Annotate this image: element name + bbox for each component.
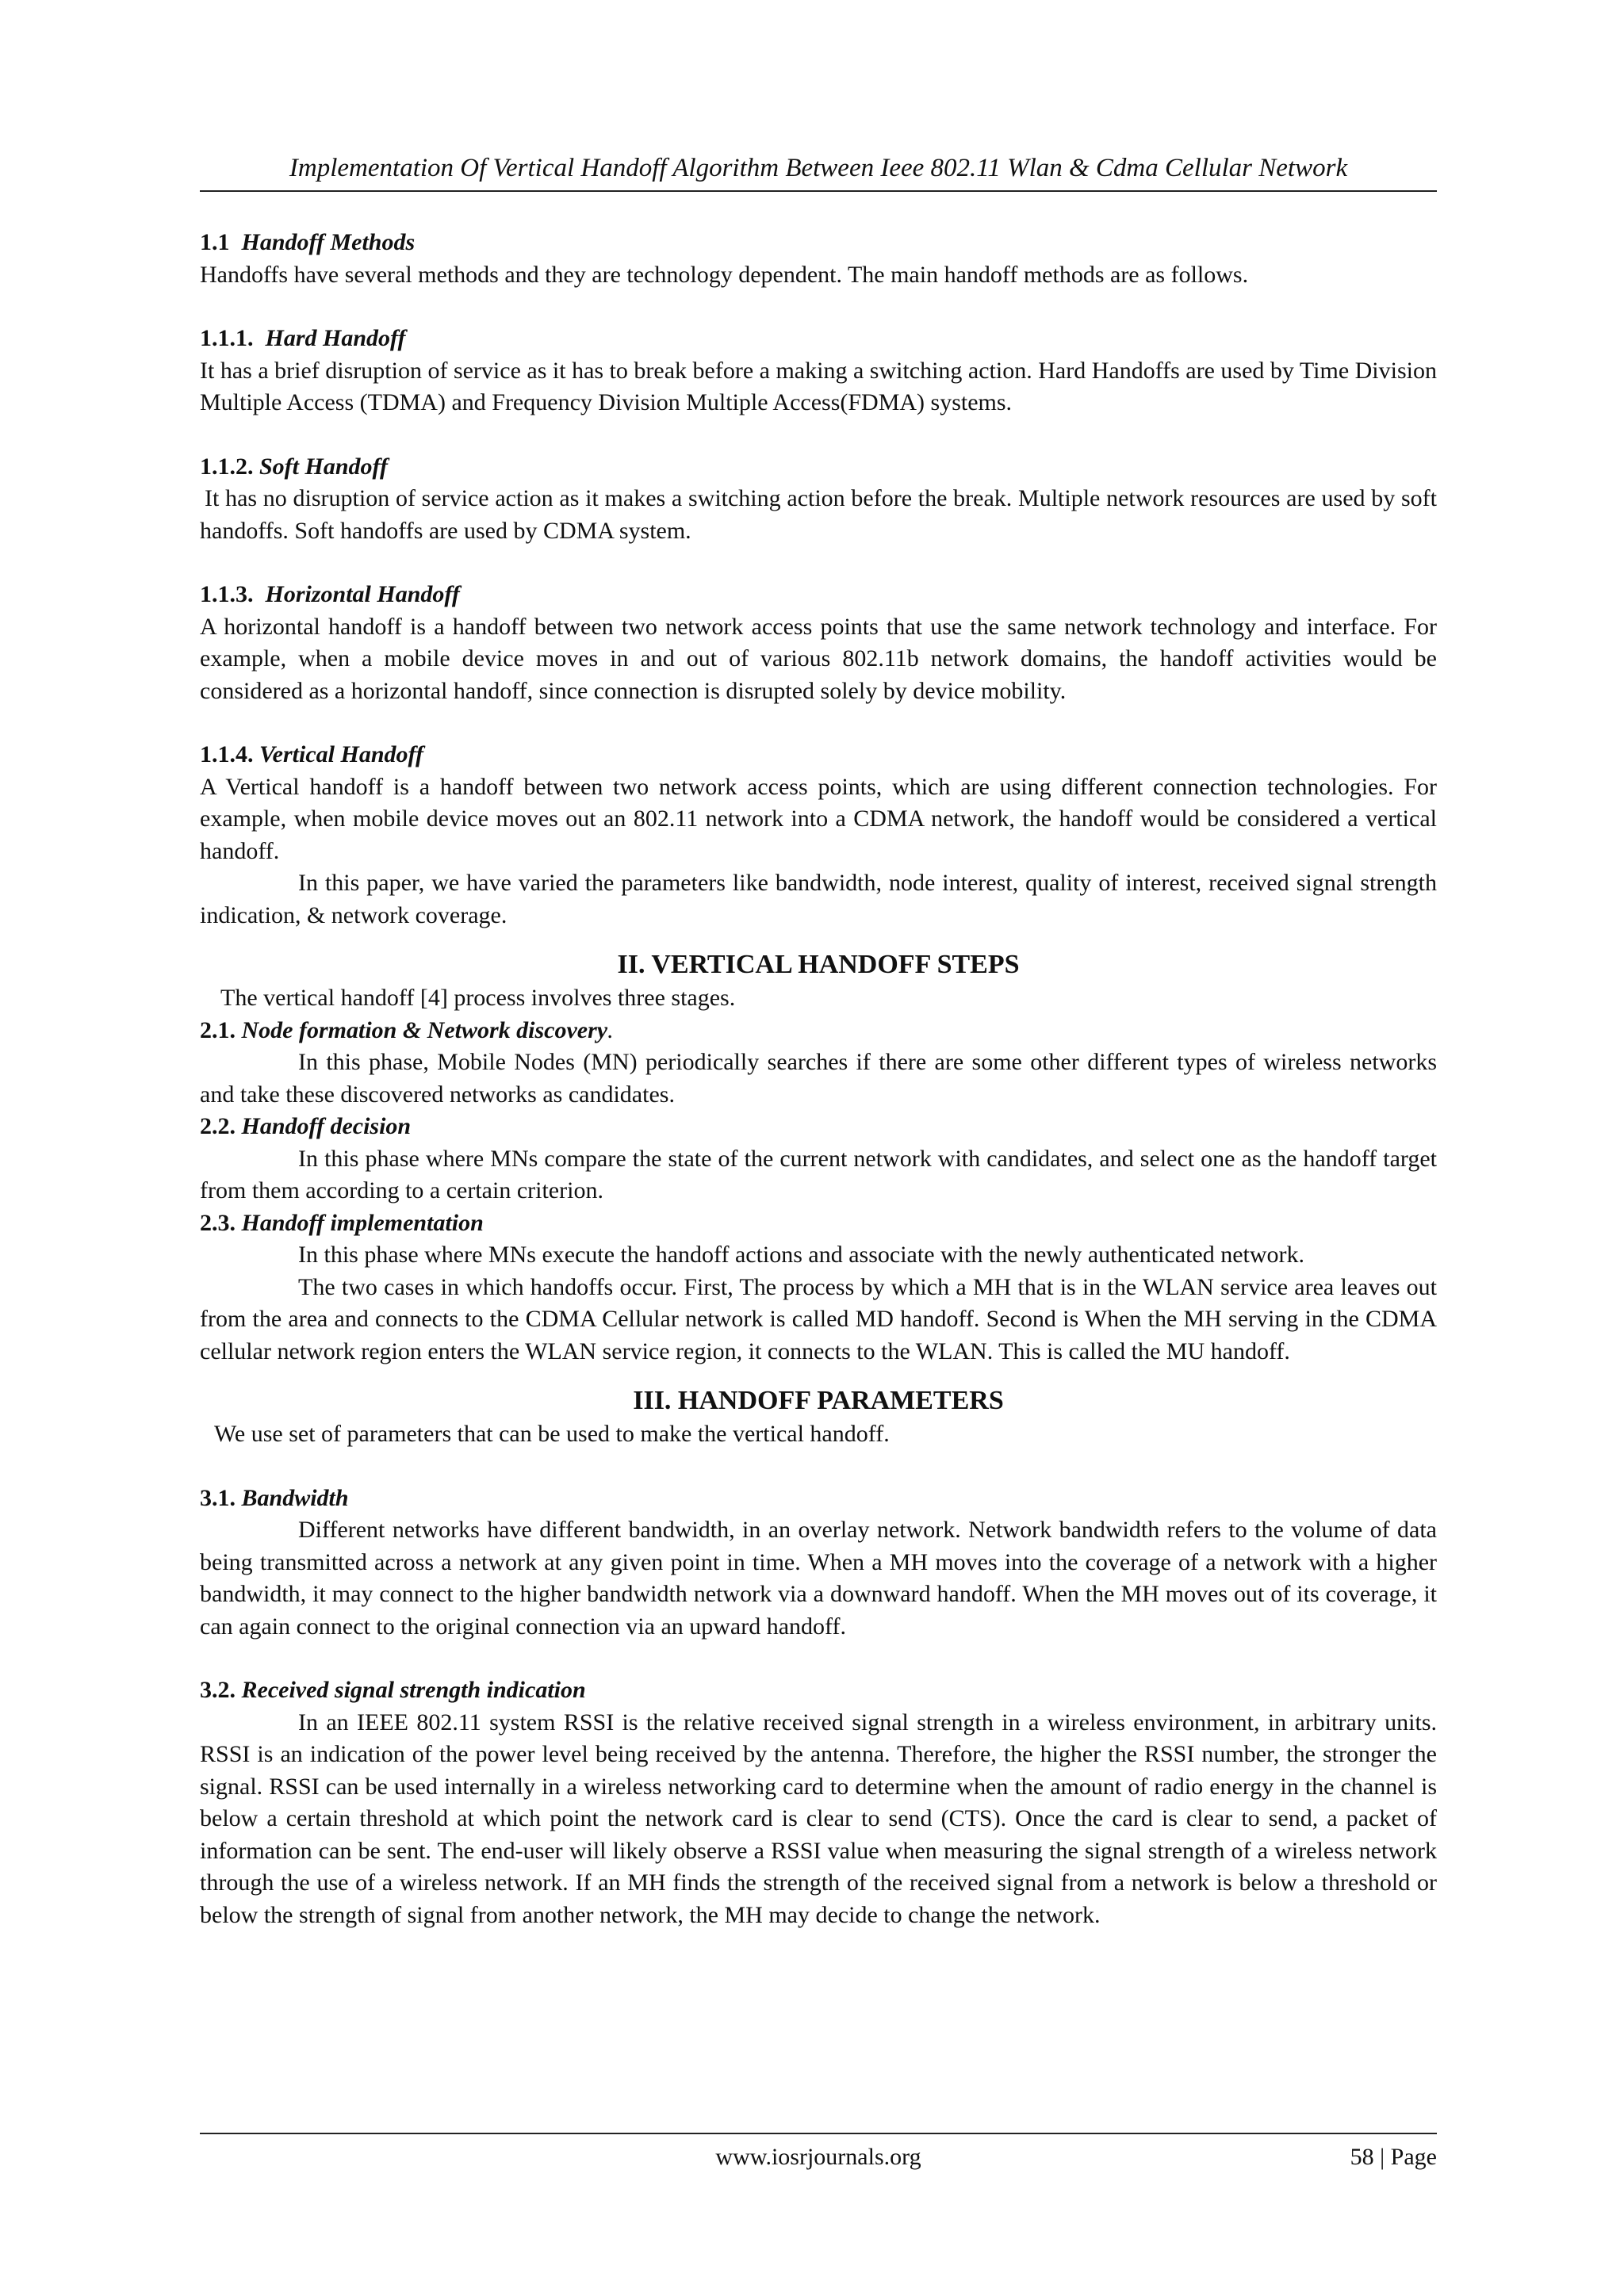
paragraph: The two cases in which handoffs occur. First, The process by which a MH that is in the WLAN service area leaves out from the area and connects to the CDMA Cellular network is called MD handoff. Second is When the MH serving in the CDMA cellular network region enters the WLAN service region, it connects to the WLAN. This is called the MU handoff. — [200, 1273, 1437, 1364]
paper-page — [200, 0, 1437, 2296]
section-heading-1-1-4: 1.1.4. Vertical Handoff — [200, 741, 423, 767]
paragraph: It has a brief disruption of service as it has to break before a making a switching action. Hard Handoffs are used by Time Division Multiple Access (TDMA) and Frequency Division Multiple Access(FDMA) systems. — [200, 357, 1437, 415]
footer-url: www.iosrjournals.org — [715, 2144, 921, 2170]
paragraph: It has no disruption of service action as it makes a switching action before the break. Multiple network resources are used by soft handoffs. Soft handoffs are used by CDMA system. — [200, 485, 1437, 544]
section-heading-2-2: 2.2. Handoff decision — [200, 1113, 412, 1139]
paragraph: A horizontal handoff is a handoff between two network access points that use the same network technology and interface. For example, when a mobile device moves in and out of various 802.11b network domains, the handoff activities would be considered as a horizontal handoff, since connection is disrupted solely by device mobility. — [200, 613, 1437, 704]
paragraph: In this paper, we have varied the parameters like bandwidth, node interest, quality of interest, received signal strength indication, & network coverage. — [200, 870, 1437, 928]
page-number: 58 | Page — [1350, 2144, 1437, 2170]
paragraph: In an IEEE 802.11 system RSSI is the relative received signal strength in a wireless environment, in arbitrary units. RSSI is an indication of the power level being received by the antenna. Therefore, the higher the RSSI number, the stronger the signal. RSSI can be used internally in a wireless networking card to determine when the amount of radio energy in the channel is below a certain threshold at which point the network card is clear to send (CTS). Once the card is clear to send, a packet of information can be sent. The end-user will likely observe a RSSI value when measuring the signal strength of a wireless network through the use of a wireless network. If an MH finds the strength of the received signal from a network is below a threshold or below the strength of signal from another network, the MH may decide to change the network. — [200, 1709, 1437, 1928]
section-heading-2-3: 2.3. Handoff implementation — [200, 1209, 484, 1236]
running-header: Implementation Of Vertical Handoff Algorithm Between Ieee 802.11 Wlan & Cdma Cellular Network — [289, 154, 1348, 182]
section-heading-1-1-3: 1.1.3. Horizontal Handoff — [200, 581, 460, 607]
paragraph: In this phase where MNs execute the handoff actions and associate with the newly authenticated network. — [298, 1242, 1305, 1268]
section-heading-1-1-2: 1.1.2. Soft Handoff — [200, 453, 388, 480]
chapter-heading-3: III. HANDOFF PARAMETERS — [633, 1386, 1004, 1415]
section-heading-1-1-1: 1.1.1. Hard Handoff — [200, 325, 406, 351]
paragraph: The vertical handoff [4] process involves three stages. — [220, 985, 736, 1011]
section-heading-1-1: 1.1 Handoff Methods — [200, 229, 416, 255]
footer-rule — [200, 2133, 1437, 2134]
page-content — [200, 227, 1437, 1931]
paragraph: Handoffs have several methods and they are technology dependent. The main handoff methods are as follows. — [200, 261, 1249, 288]
paragraph: We use set of parameters that can be used to make the vertical handoff. — [214, 1421, 890, 1447]
paragraph: In this phase, Mobile Nodes (MN) periodically searches if there are some other different types of wireless networks and take these discovered networks as candidates. — [200, 1049, 1437, 1108]
chapter-heading-2: II. VERTICAL HANDOFF STEPS — [617, 950, 1020, 979]
paragraph: Different networks have different bandwidth, in an overlay network. Network bandwidth refers to the volume of data being transmitted across a network at any given point in time. When a MH moves into the coverage of a network with a higher bandwidth, it may connect to the higher bandwidth network via a downward handoff. When the MH moves out of its coverage, it can again connect to the original connection via an upward handoff. — [200, 1517, 1437, 1640]
section-heading-2-1: 2.1. Node formation & Network discovery. — [200, 1016, 614, 1043]
header-rule — [200, 190, 1437, 192]
section-heading-3-2: 3.2. Received signal strength indication — [200, 1677, 586, 1703]
paragraph: In this phase where MNs compare the state of the current network with candidates, and select one as the handoff target from them according to a certain criterion. — [200, 1145, 1437, 1203]
section-heading-3-1: 3.1. Bandwidth — [200, 1484, 349, 1511]
paragraph: A Vertical handoff is a handoff between two network access points, which are using different connection technologies. For example, when mobile device moves out an 802.11 network into a CDMA network, the handoff would be considered a vertical handoff. — [200, 773, 1437, 864]
